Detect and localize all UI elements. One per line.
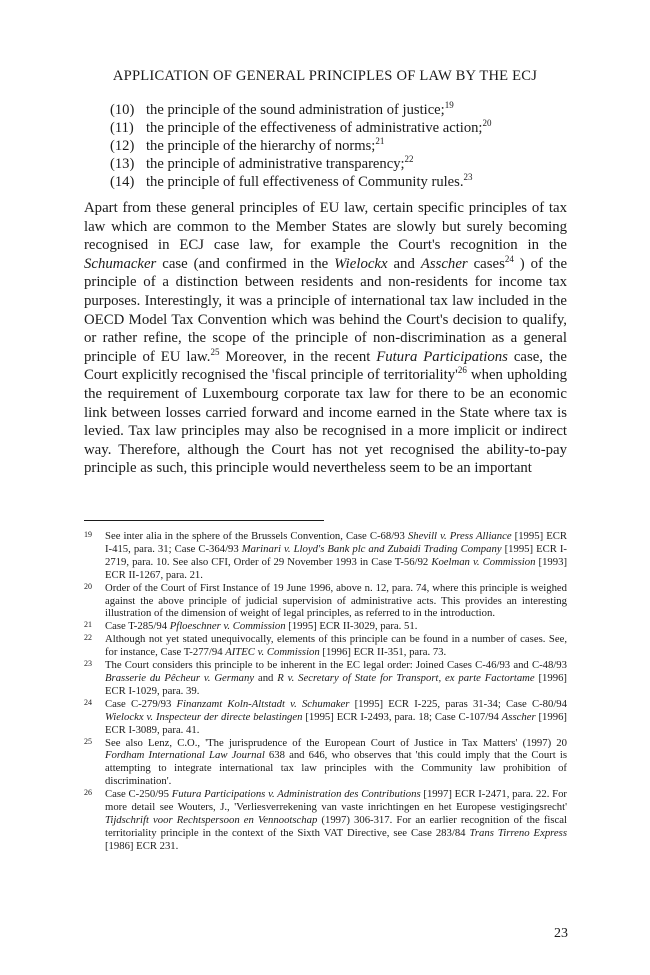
running-header: APPLICATION OF GENERAL PRINCIPLES OF LAW BY THE ECJ — [112, 68, 538, 84]
footnote-ref: 20 — [482, 118, 492, 129]
list-item: (13) the principle of administrative transparency;$^{22}$ — [110, 154, 414, 172]
footnote-20: 20 Order of the Court of First Instance of 19 June 1996, above n. 12, para. 74, where this principle is weighed against the above principle of judicial supervision of administrative acts. This provides an interesting illustration of the dimension of weight of legal principles, as referred to in the introduction. — [84, 581, 567, 620]
footnote-25: 25 See also Lenz, C.O., 'The jurisprudence of the European Court of Justice in Tax Matters' (1997) 20 Fordham International Law Journal 638 and 646, who observes that 'this could imply that the Court is attempting to integrate international tax law principles with the Community law prohibition of discrimination'. — [84, 736, 567, 788]
body-paragraph: Apart from these general principles of EU law, certain specific principles of tax law which are common to the Member States are slowly but surely becoming recognised in ECJ case law, for example the Court's recognition in the Schumacker case (and confirmed in the Wielockx and Asscher cases$^{24}$ ) of the principle of a distinction between residents and non-residents for income tax purposes. Interestingly, it was a principle of international tax law included in the OECD Model Tax Convention which was behind the Court's decision to qualify, or rather refine, the scope of the principle of non-discrimination as a general principle of EU law.$^{25}$ Moreover, in the recent Futura Participations case, the Court explicitly recognised the 'fiscal principle of $territoriality'^{26}$ when upholding the requirement of Luxembourg corporate tax law for there to be an economic link between losses carried forward and income earned in the State where tax is levied. Tax law principles may also be recognised in a more implicit or indirect way. Therefore, although the Court has not yet recognised the ability-to-pay principle as such, this principle would nevertheless seem to be an important — [84, 200, 568, 477]
footnote-24: 24 Case C-279/93 Finanzamt Koln-Altstadt v. Schumaker [1995] ECR I-225, paras 31-34; Case C-80/94 Wielockx v. Inspecteur der directe belastingen [1995] ECR I-2493, para. 18; Case C-107/94 Asscher [1996] ECR I-3089, para. 41. — [84, 697, 567, 736]
list-item: (14) the principle of full effectiveness of Community rules.$^{23}$ — [110, 172, 473, 190]
footnote-ref: 25 — [210, 346, 220, 357]
footnote-separator — [84, 520, 324, 521]
principles-list — [110, 101, 580, 191]
footnote-ref: 26 — [457, 365, 467, 376]
footnote-22: 22 Although not yet stated unequivocally, elements of this principle can be found in a number of cases. See, for instance, Case T-277/94 AITEC v. Commission [1996] ECR II-351, para. 73. — [84, 633, 567, 659]
list-item: (11) the principle of the effectiveness of administrative action;$^{20}$ — [110, 118, 492, 136]
footnotes — [84, 530, 567, 853]
footnote-ref: 22 — [404, 154, 414, 165]
footnote-ref: 21 — [375, 136, 385, 147]
footnote-ref: 19 — [444, 100, 454, 111]
page-number: 23 — [554, 926, 568, 941]
footnote-23: 23 The Court considers this principle to be inherent in the EC legal order: Joined Cases C-46/93 and C-48/93 Brasserie du Pêcheur v. Germany and R v. Secretary of State for Transport, ex parte Factortame [1996] ECR I-1029, para. 39. — [84, 659, 567, 697]
footnote-ref: 24 — [504, 253, 514, 264]
footnote-21: 21 Case T-285/94 Pfloeschner v. Commission [1995] ECR II-3029, para. 51. — [84, 620, 418, 633]
footnote-ref: 23 — [463, 172, 473, 183]
list-item: (12) the principle of the hierarchy of norms;$^{21}$ — [110, 136, 385, 154]
footnote-26: 26 Case C-250/95 Futura Participations v. Administration des Contributions [1997] ECR I-2471, para. 22. For more detail see Wouters, J., 'Verliesverrekening van vaste inrichtingen en het Europese vestigingsrecht' Tijdschrift voor Rechtspersoon en Vennootschap (1997) 306-317. For an earlier recognition of the fiscal territoriality principle in the context of the Sixth VAT Directive, see Case 283/84 Trans Tirreno Express [1986] ECR 231. — [84, 788, 567, 852]
footnote-19: 19 See inter alia in the sphere of the Brussels Convention, Case C-68/93 Shevill v. Press Alliance [1995] ECR I-415, para. 31; Case C-364/93 Marinari v. Lloyd's Bank plc and Zubaidi Trading Company [1995] ECR I-2719, para. 10. See also CFI, Order of 29 November 1993 in Case T-56/92 Koelman v. Commission [1993] ECR II-1267, para. 21. — [84, 530, 568, 581]
list-item: (10) the principle of the sound administration of justice;$^{19}$ — [110, 100, 454, 118]
